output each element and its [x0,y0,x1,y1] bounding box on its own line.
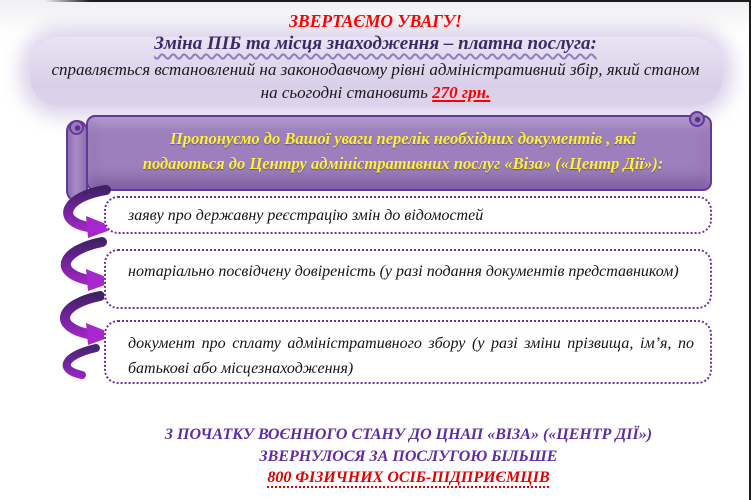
notice-subtitle: Зміна ПІБ та місця знаходження – платна послуга: [154,33,597,54]
curved-arrow-tail [67,348,96,375]
scroll-banner-text [106,126,700,176]
document-item-1 [104,196,712,234]
document-item-3: документ про сплату адміністративного збору (у разі зміни прізвища, ім’я, по батькові або місцезнаходження) [104,320,712,384]
scroll-right-curl-icon [689,111,705,127]
notice-body-line1: справляється встановлений на законодавчому рівні адміністративний збір, який станом [51,60,700,79]
footer-line1: З ПОЧАТКУ ВОЄННОГО СТАНУ ДО ЦНАП «ВІЗА» («ЦЕНТР ДІЇ») [164,426,653,443]
fee-amount: 270 грн. [432,83,491,102]
notice-title: ЗВЕРТАЄМО УВАГУ! [289,11,462,31]
scroll-banner-line2: подаються до Центру адміністративних послуг «Віза» («Центр Дії»): [142,154,664,173]
top-border-line [0,0,751,2]
document-item-2: нотаріально посвідчену довіреність (у разі подання документів представником) [104,249,712,309]
notice-body-line2 [0,83,751,103]
document-item-1-text: заяву про державну реєстрацію змін до відомостей [128,206,484,224]
footer-line2: ЗВЕРНУЛОСЯ ЗА ПОСЛУГОЮ БІЛЬШЕ [259,447,558,465]
footer-line3-count: 800 ФІЗИЧНИХ ОСІБ-ПІДПРИЄМЦІВ [267,469,550,486]
scroll-banner-line1: Пропонуємо до Вашої уваги перелік необхідних документів , які [170,129,636,148]
footer-statistics [70,424,747,489]
scroll-left-curl-icon [69,120,84,135]
scroll-banner [64,113,712,205]
notice-body-line2-text: на сьогодні становить [260,83,433,102]
